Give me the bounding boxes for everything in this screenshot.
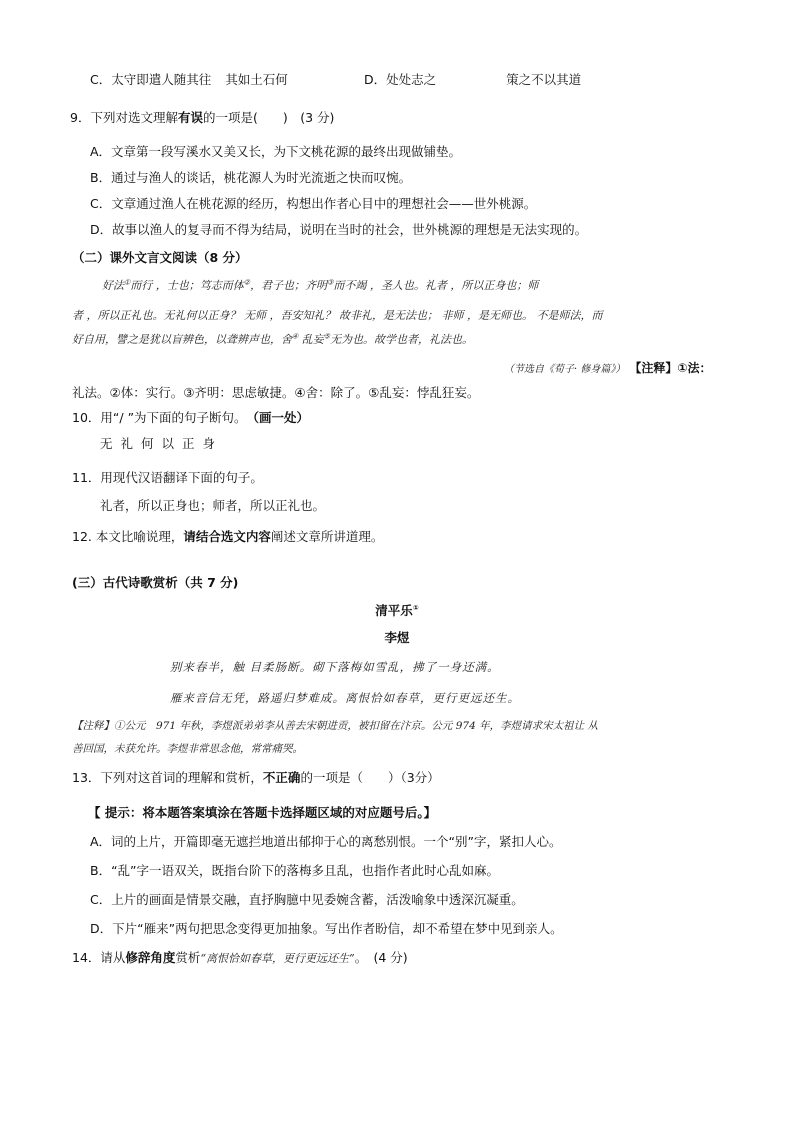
- poem-title-text: 清平乐: [375, 603, 413, 618]
- q14-stem-part1: 14．请从: [72, 950, 126, 965]
- q13-stem-part1: 13．下列对这首词的理解和赏析，: [72, 770, 263, 785]
- poem-line-1: 别来春半，触 目柔肠断。砌下落梅如雪乱，拂了一身还满。: [170, 660, 500, 674]
- section2-title: （二）课外文言文阅读（8 分）: [72, 250, 248, 265]
- q13-stem-emphasis: 不正确: [262, 770, 301, 785]
- q10-stem-emphasis: （画一处）: [252, 410, 310, 425]
- q9-stem-emphasis: 有误: [177, 110, 203, 125]
- q8-option-d-part2: 策之不以其道: [506, 72, 582, 87]
- q9-stem: [70, 110, 334, 126]
- q10-stem: [72, 410, 309, 426]
- q11-sentence: 礼者，所以正身也；师者，所以正礼也。: [100, 498, 326, 513]
- q14-stem-part2: 赏析: [175, 950, 201, 965]
- q8-option-c: [90, 72, 288, 88]
- q8-option-c-part2: 其如土石何: [225, 72, 288, 87]
- classical-text-seg: 好自用，譬之是犹以盲辨色，以聋辨声也，舍: [72, 333, 292, 346]
- q9-stem-part1: 9．下列对选文理解: [70, 110, 178, 125]
- text-source: （节选自《荀子· 修身篇》）: [504, 364, 626, 375]
- source-and-note-label: [504, 360, 712, 378]
- q9-stem-part2: 的一项是( ) (3 分): [202, 110, 335, 125]
- q12-stem: [72, 529, 383, 545]
- footnote-mark: ①: [412, 603, 419, 612]
- footnote-mark: ②: [243, 278, 251, 287]
- classical-text-seg: ，君子也；齐明: [250, 279, 328, 292]
- classical-text-line1: [102, 278, 538, 294]
- q13-option-b: B．“乱”字一语双关，既指台阶下的落梅多且乱，也指作者此时心乱如麻。: [90, 863, 500, 878]
- footnote-mark: ④: [292, 332, 299, 341]
- section3-title: (三）古代诗歌赏析（共 7 分): [72, 575, 239, 590]
- q9-option-c: C．文章通过渔人在桃花源的经历，构想出作者心目中的理想社会——世外桃源。: [90, 196, 537, 211]
- q14-stem-emphasis: 修辞角度: [125, 950, 176, 965]
- q11-stem: 11．用现代汉语翻译下面的句子。: [72, 470, 263, 485]
- q13-stem: [72, 770, 440, 786]
- q14-stem-part3: 。 (4 分): [354, 950, 408, 965]
- q13-hint: 【 提示：将本题答案填涂在答题卡选择题区域的对应题号后。】: [88, 805, 437, 820]
- q10-sentence: 无礼何以正身: [100, 436, 224, 451]
- poem-note-line2: 善回国，未获允许。李煜非常思念他，常常痛哭。: [72, 743, 303, 755]
- q8-option-c-part1: C．太守即遣人随其往: [90, 72, 212, 87]
- notes-text: 礼法。②体：实行。③齐明：思虑敏捷。④舍：除了。⑤乱妄：悖乱狂妄。: [72, 385, 480, 400]
- classical-text-seg: 好法: [102, 279, 124, 292]
- classical-text-seg: 而行 ，士也；笃志而体: [130, 279, 244, 292]
- note-label: 【注释】①法：: [629, 361, 712, 375]
- q9-option-b: B．通过与渔人的谈话，桃花源人为时光流逝之快而叹惋。: [90, 170, 412, 185]
- footnote-mark: ③: [327, 278, 334, 287]
- q8-option-d: [364, 72, 581, 88]
- poem-title: [0, 603, 794, 619]
- q9-option-d: D．故事以渔人的复寻而不得为结局，说明在当时的社会，世外桃源的理想是无法实现的。: [90, 222, 588, 237]
- q13-option-a: A．词的上片，开篇即毫无遮拦地道出郁抑于心的离愁别恨。一个“别”字，紧扣人心。: [90, 834, 562, 849]
- q13-option-c: C．上片的画面是情景交融，直抒胸臆中见委婉含蓄，活泼喻象中透深沉凝重。: [90, 892, 524, 907]
- q12-stem-part2: 阐述文章所讲道理。: [270, 529, 384, 544]
- classical-text-seg: 乱妄: [298, 333, 324, 346]
- classical-text-line2: 者 ，所以正礼也。无礼何以正身？ 无师 ，吾安知礼？ 故非礼，是无法也； 非师 ，是无师也。 不是师法，而: [72, 309, 603, 322]
- poem-author: 李煜: [384, 630, 410, 645]
- q12-stem-part1: 12. 本文比喻说理，: [72, 529, 184, 544]
- poem-note-line1: 【注释】①公元 971 年秋，李煜派弟弟李从善去宋朝进贡，被扣留在汴京。公元 974 年，李煜请求宋太祖让 从: [72, 720, 598, 732]
- poem-line-2: 雁来音信无凭，路遥归梦难成。离恨恰如春草，更行更远还生。: [170, 691, 520, 705]
- footnote-mark: ⑤: [323, 332, 331, 341]
- q12-stem-emphasis: 请结合选文内容: [183, 529, 271, 544]
- q14-stem: [72, 950, 408, 967]
- classical-text-line3: [72, 332, 473, 348]
- q8-option-d-part1: D．处处志之: [364, 72, 437, 87]
- q9-option-a: A．文章第一段写溪水又美又长，为下文桃花源的最终出现做铺垫。: [90, 144, 462, 159]
- q13-stem-part2: 的一项是（ ）（3分）: [300, 770, 440, 785]
- q10-stem-part1: 10．用“/ ”为下面的句子断句。: [72, 410, 253, 425]
- q14-quote: “离恨恰如春草，更行更远还生”: [200, 952, 355, 965]
- q13-option-d: D．下片“雁来”两句把思念变得更加抽象。写出作者盼信，却不希望在梦中见到亲人。: [90, 921, 563, 936]
- classical-text-seg: 而不竭 ，圣人也。礼者 ，所以正身也；师: [333, 279, 539, 292]
- classical-text-seg: 无为也。故学也者，礼法也。: [330, 333, 474, 346]
- footnote-mark: ①: [124, 278, 131, 287]
